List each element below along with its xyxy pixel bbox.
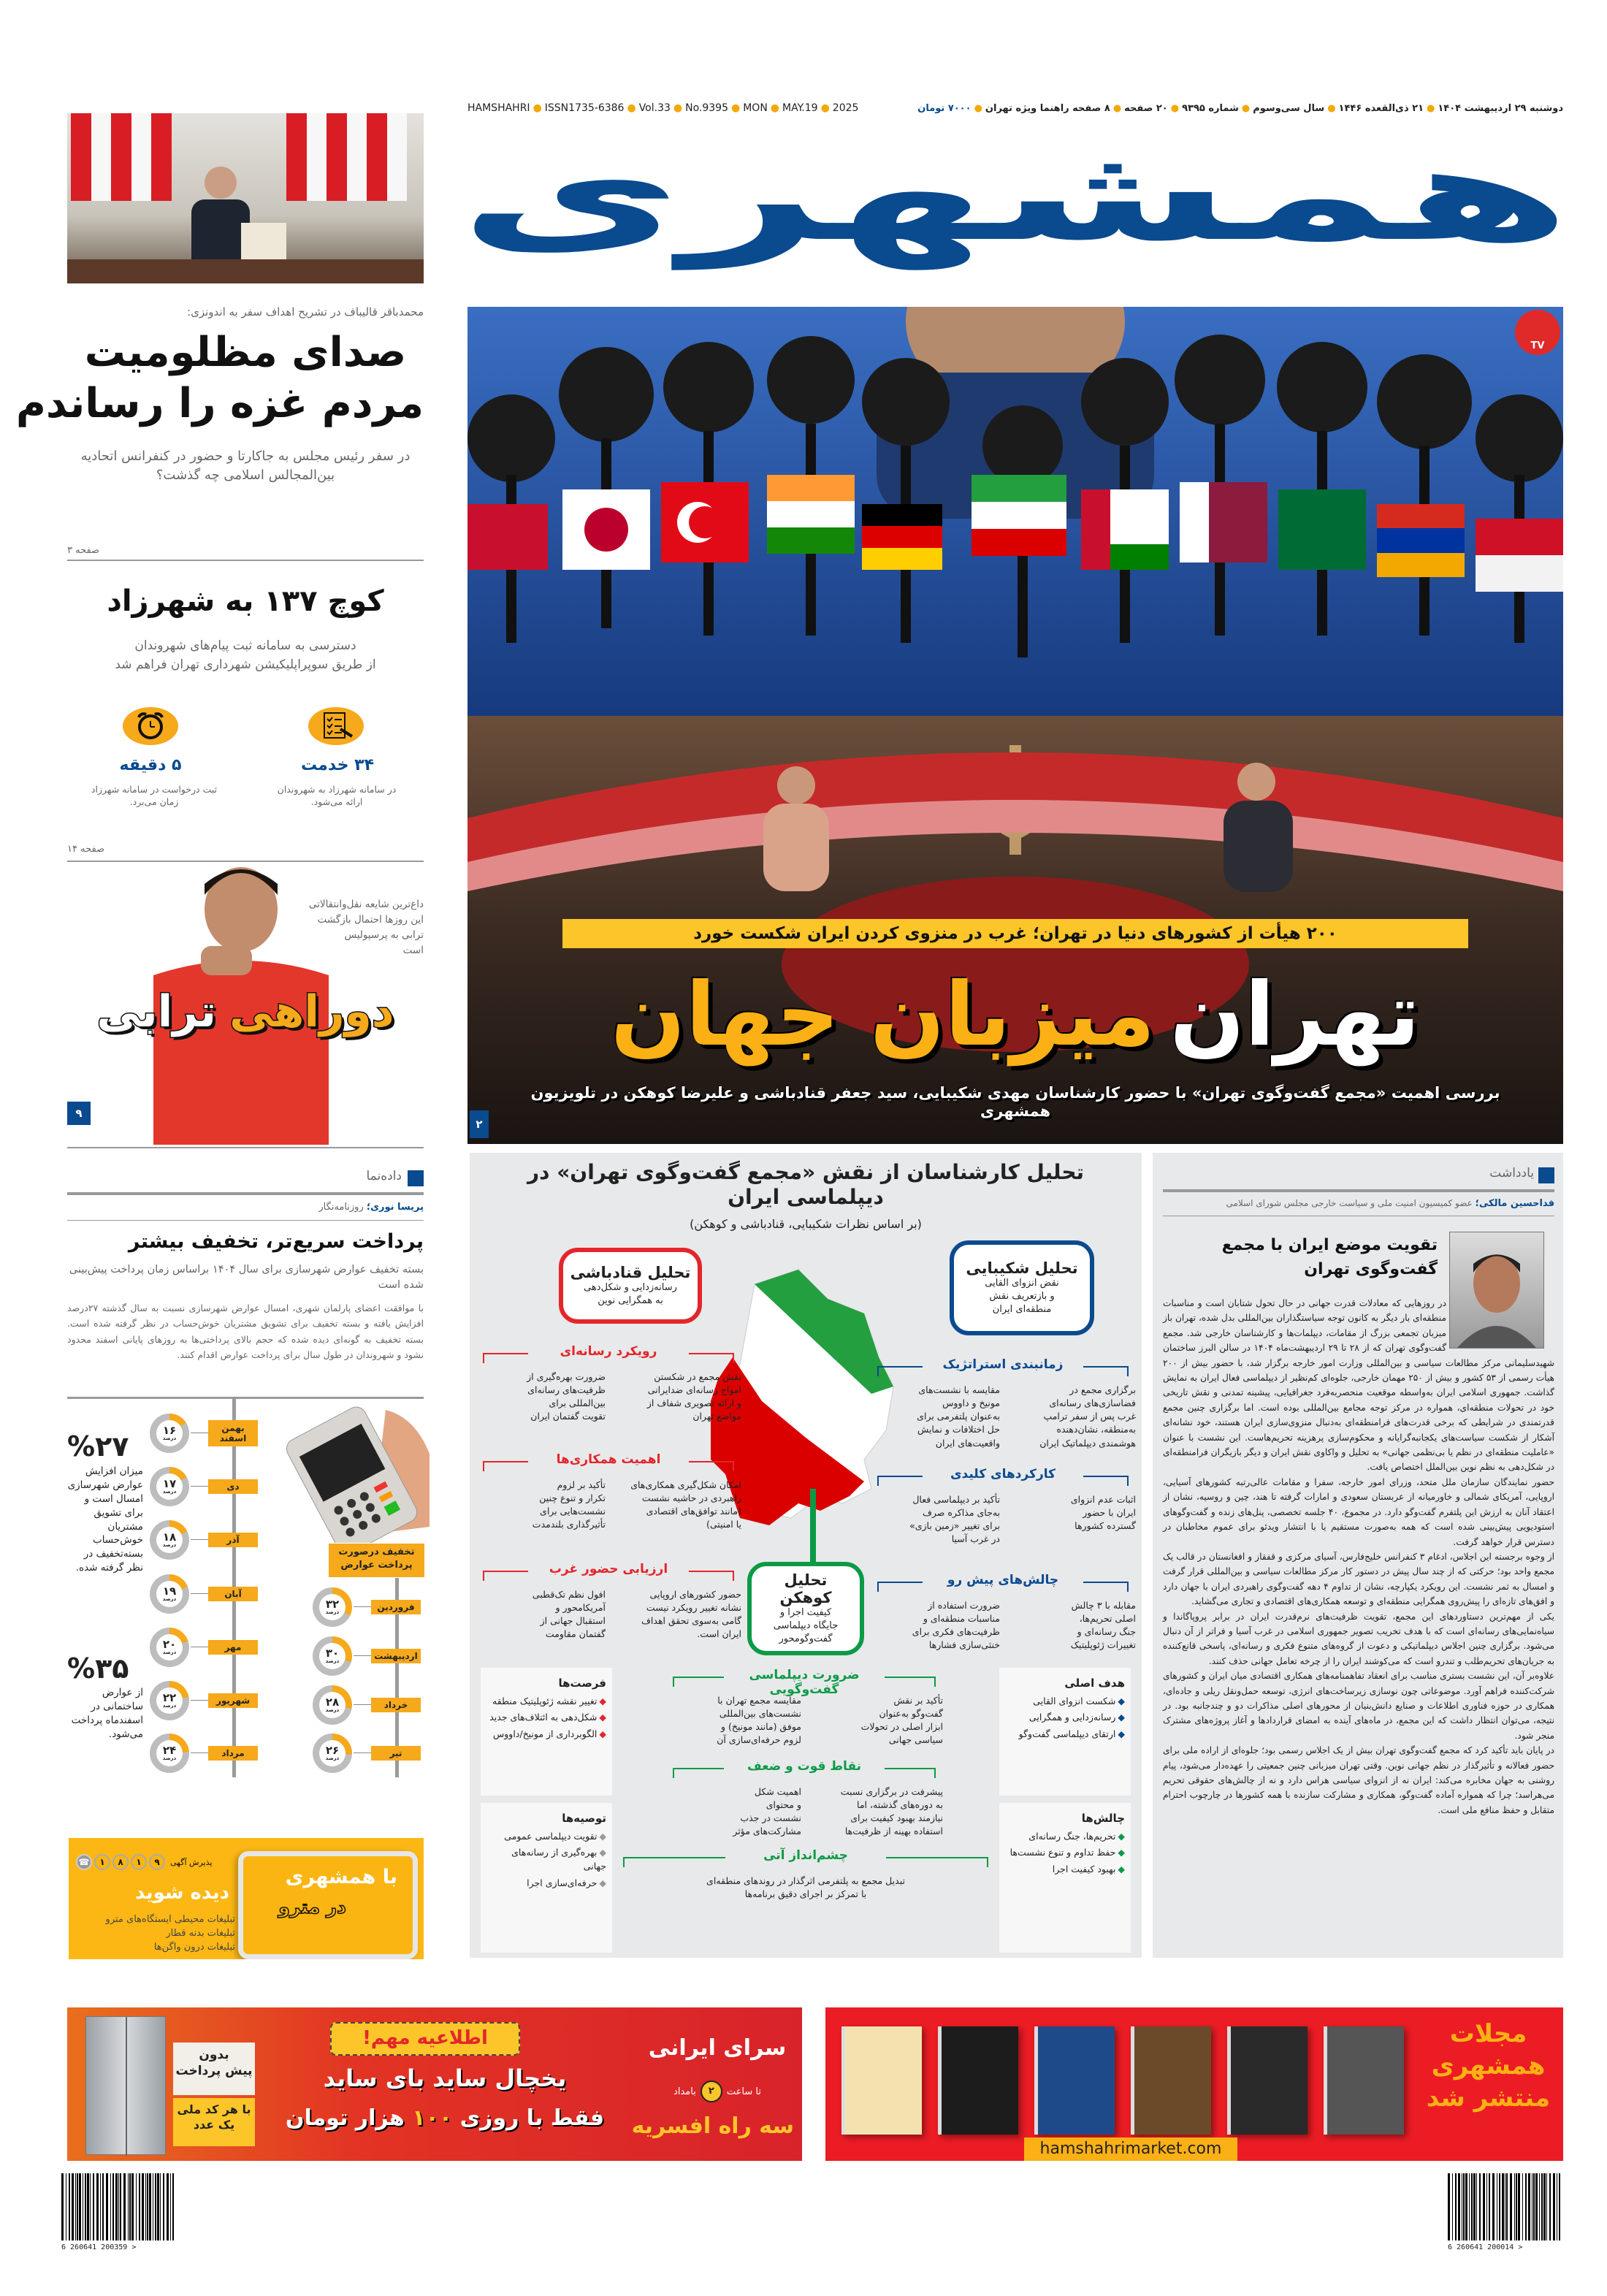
author-role: عضو کمیسیون امنیت ملی و سیاست خارجی مجلس شورای اسلامی [1226,1198,1473,1208]
edition-field: ۲۰ صفحه [1124,102,1168,114]
ghanadbashi-bubble [559,1248,702,1324]
note-paragraph: از وجوه برجسته این اجلاس، ادغام ۳ کنفرانس خلیج‌فارس، آسیای مرکزی و قفقاز و افغانستان در قالب یک مجمع واحد بود؛ حرکتی که از چند سال پیش در دستور کار مرکز مطالعات سیاسی و بین‌المللی قرار گرفت و امسال به ثمر نشست. این رویکرد یکپارچه، نشان از تداوم ۴ دهه گفت‌وگوی راهبردی ایران با جهان دارد و افق‌های تازه‌ای را پیش‌روی همگرایی منطقه‌ای و توسعه همکاری‌های اقتصادی و تجاری می‌گشاید. [1163,1551,1555,1607]
ring-center [319,1740,346,1766]
opening-hours [641,2080,794,2102]
box-item-text: بهبود کیفیت اجرا [1052,1864,1116,1874]
edition-field: 2025 [832,102,859,114]
torabi-headline-white: ترابی [96,986,217,1037]
section-heading: کارکردهای کلیدی [923,1467,1083,1481]
connector-line [354,1655,371,1656]
price-text: فقط با روزی [459,2105,605,2131]
section-text: مقابله با ۳ چالش اصلی تحریم‌ها، جنگ رسانه‌ای و تغییرات ژئوپلیتیک [1070,1600,1136,1651]
page-ref[interactable]: صفحه ۳ [67,545,100,556]
ad-title: دیده شوید [134,1882,229,1904]
page-number-badge[interactable]: ۹ [67,1102,91,1125]
datanama-dek: بسته تخفیف عوارض شهرسازی برای سال ۱۴۰۴ براساس زمان پرداخت پیش‌بینی شده است [69,1264,424,1292]
tag-one-per-id: با هر کد ملی یک عدد [173,2098,255,2146]
ring-center [156,1527,183,1553]
ring-unit: درصد [162,1489,177,1495]
section-text: تأکید بر دیپلماسی فعال به‌جای مذاکره صرف برای تغییر «زمین بازی» در غرب آسیا [909,1494,1000,1545]
challenges-box [999,1803,1131,1953]
connector-line [191,1752,208,1753]
main-headline-white: تهران [1169,964,1420,1066]
edition-field: دوشنبه ۲۹ اردیبهشت ۱۴۰۴ [1438,102,1563,114]
bubble-text: رسانه‌زدایی و شکل‌دهی به همگرایی نوین [584,1281,677,1306]
connector-line [354,1752,371,1753]
note-body [1163,1296,1554,1818]
ad-item: تبلیغات محیطی ایستگاه‌های مترو [105,1914,235,1925]
ring-unit: درصد [325,1658,340,1664]
store-branch: سه راه افسریه [631,2113,794,2139]
box-item-text: حفظ تداوم و تنوع نشست‌ها [1009,1847,1116,1858]
latin-edition-info: HAMSHAHRI ● ISSN1735-6386 ● Vol.33 ● No.9395 ● MON ● MAY.19 ● 2025 [467,102,859,114]
alarm-clock-icon [123,707,178,745]
section-heading: چالش‌های پیش رو [923,1573,1083,1587]
diamond-bullet-icon: ◆ [1118,1864,1125,1874]
barcode-left [61,2173,178,2254]
author-name: پریسا نوری؛ [366,1202,424,1213]
phone-digit: ۹ [149,1854,165,1870]
ring-unit: درصد [162,1703,177,1709]
diamond-bullet-icon: ◆ [1118,1728,1125,1739]
author-name: فداحسین مالکی؛ [1475,1198,1554,1209]
ring-unit: درصد [162,1649,177,1655]
ring-center [156,1420,183,1446]
ring-percent: ۲۴ [162,1744,177,1757]
stat1-value: %۲۷ [67,1430,129,1462]
box-item-text: تغییر نقشه ژئوپلیتیک منطقه [492,1695,598,1706]
section-text: پیشرفت در برگزاری نسبت به دوره‌های گذشته، اما نیازمند بهبود کیفیت برای استفاده بهینه از ظرفیت‌ها [840,1786,943,1837]
bubble-title: تحلیل شکیبایی [966,1259,1078,1277]
ad-title: در مترو [278,1896,346,1918]
section-text: ضرورت استفاده از مناسبات منطقه‌ای و ظرفیت‌های فکری برای خنثی‌سازی فشارها [912,1600,1000,1651]
box-title: توصیه‌ها [562,1812,606,1825]
edition-field: HAMSHAHRI [467,102,530,114]
box-item-text: شکل‌دهی به ائتلاف‌های جدید [489,1712,598,1723]
box-item-text: الگوبرداری از مونیخ/داووس [492,1728,598,1739]
tag-no-prepayment: بدون پیش پرداخت [173,2043,255,2095]
month-label: بهمن اسفند [208,1420,258,1446]
section-text: نقش مجمع در شکستن امواج رسانه‌ای ضدایرانی و ارائه تصویری شفاف از مواضع تهران [646,1371,741,1422]
hours-text: تا ساعت [726,2086,761,2097]
phone-digit: ۸ [112,1854,129,1870]
hamshahri-logo [459,117,1572,281]
section-text: حضور کشورهای اروپایی نشانه تغییر رویکرد نیست گامی به‌سوی تحقق اهداف ایران است. [641,1589,741,1640]
box-item-text: بهره‌گیری از رسانه‌های جهانی [511,1847,606,1872]
magazines-ad-title: مجلات همشهری منتشر شد [1426,2019,1551,2113]
edition-field: شماره ۹۳۹۵ [1182,102,1239,114]
box-item [1005,1863,1125,1877]
discount-ring [150,1734,189,1773]
bubble-title: تحلیل کوهکن [779,1571,832,1606]
ring-center [156,1473,183,1500]
podium-scene-illustration [67,113,424,283]
ring-center [319,1643,346,1669]
torabi-dek: داغ‌ترین شایعه نقل‌وانتقالاتی این روزها احتمال بازگشت ترابی به پرسپولیس است [308,899,424,956]
section-label: یادداشت [1489,1166,1534,1181]
ad-phone [76,1854,212,1870]
magazine-cover [938,2026,1018,2135]
ring-unit: درصد [162,1435,177,1441]
lead-kicker: محمدباقر قالیباف در تشریح اهداف سفر به اندونزی: [187,305,424,319]
section-text: ضرورت بهره‌گیری از ظرفیت‌های رسانه‌ای بین‌المللی برای تقویت گفتمان ایران [527,1371,606,1422]
notice-badge: اطلاعیه مهم! [330,2022,520,2056]
price: ۷۰۰۰ تومان [917,102,972,114]
phone-label: پذیرش آگهی [170,1857,213,1867]
discount-ring [150,1574,189,1614]
month-label: مهر [208,1640,258,1655]
box-item [486,1846,606,1874]
ring-percent: ۱۶ [162,1424,177,1437]
ring-percent: ۲۶ [325,1744,340,1757]
box-item [486,1695,606,1709]
stat-services-text: در سامانه شهرزاد به شهروندان ارائه می‌شود. [277,784,397,807]
discount-ring [150,1681,189,1720]
connector-line [191,1539,208,1540]
ring-percent: ۱۷ [162,1477,177,1490]
ring-center [156,1740,183,1766]
ring-center [319,1692,346,1718]
edition-field: MON [743,102,768,114]
edition-field: سال سی‌وسوم [1253,102,1325,114]
edition-field: MAY.19 [782,102,818,114]
diamond-bullet-icon: ◆ [599,1728,606,1739]
pos-terminal-photo [276,1403,431,1543]
ad-item: تبلیغات درون واگن‌ها [153,1942,235,1953]
opinion-column [1153,1153,1563,1958]
datanama-body: با موافقت اعضای پارلمان شهری، امسال عوارض شهرسازی نسبت به سال گذشته ۲۷درصد افزایش یافته و بسته تخفیف برای تشویق مشتریان خوش‌حساب در نظر گرفته شده است. بسته تخفیف به گونه‌ای دیده شده که حجم بالای پرداختی‌ها به روزهای پایانی اسفند محدود نشود و شهروندان در طول سال برای پرداخت عوارض اقدام کنند. [67,1303,424,1360]
note-headline[interactable]: تقویت موضع ایران با مجمع گفت‌وگوی تهران [1221,1236,1438,1278]
box-item [486,1877,606,1891]
stat2-text: از عوارض ساختمانی در اسفندماه پرداخت می‌شود. [71,1687,143,1740]
ring-percent: ۲۰ [162,1638,177,1651]
photo-wrap-spacer [1446,1296,1554,1351]
edition-field: ISSN1735-6386 [544,102,625,114]
box-item-text: تحریم‌ها، جنگ رسانه‌ای [1028,1830,1116,1842]
ad-title: با همشهری [285,1866,397,1888]
fridge-ad-line-1: یخچال ساید بای ساید [323,2064,567,2092]
box-item [1005,1695,1125,1709]
box-item [1005,1830,1125,1844]
page-ref[interactable]: صفحه ۱۴ [67,844,105,855]
ad-item: تبلیغات بدنه قطار [166,1928,235,1939]
torabi-headline-yellow: دوراهی [229,986,394,1037]
torabi-headline[interactable] [67,986,424,1059]
author-role: روزنامه‌نگار [318,1202,364,1213]
note-paragraph: حضور نمایندگان سازمان ملل متحد، وزرای امور خارجه، سفرا و مقامات عالی‌رتبه کشورهای آسیایی، اروپایی، آمریکای شمالی و خاورمیانه از عربستان سعودی و امارات گرفته تا هند، چین و روسیه، نشان از اعتقاد آنان به ارزش این پلتفرم گفت‌وگو دارد. در مجموع، ۴۰ جلسه تخصصی، پنل‌های زنده و گفت‌وگوهای استودیویی پیش‌بینی شده است که همه به‌صورت مستقیم یا با انتشار ویدئو برای عموم مخاطبان در دسترس قرار خواهد گرفت. [1163,1476,1554,1547]
edition-field: ۲۱ ذی‌القعده ۱۴۴۶ [1338,102,1424,114]
expert-analysis-infographic [470,1153,1142,1958]
stat2-value: %۳۵ [67,1652,129,1685]
section-heading: اهمیت همکاری‌ها [528,1452,689,1467]
ring-center [156,1581,183,1607]
diamond-bullet-icon: ◆ [1118,1830,1125,1842]
box-item [486,1728,606,1742]
main-headline[interactable] [577,953,1454,1078]
lead-headline-line: مردم غزه را رساندم [15,380,424,427]
box-title: چالش‌ها [1081,1812,1125,1825]
note-paragraph: یکی از مهم‌ترین دستاوردهای این مجمع، تقویت ظرفیت‌های نرم‌قدرت ایران در برابر پروپاگاندا و سیاه‌نمایی‌های رسانه‌ای است که با هدف تخریب تصویر جمهوری اسلامی در غرب آسیا و فراتر از آن دنبال می‌شود. برگزاری چنین اجلاس دیپلماتیکی و دعوت از گروه‌های متنوع فکری و رسانه‌ای، پاسخی قانع‌کننده به جریان‌های تحریم‌طلب و تندرو است که می‌کوشند ایران را از چرخه تعامل جهانی حذف کنند. [1163,1611,1554,1666]
ring-percent: ۳۰ [325,1647,340,1660]
ring-percent: ۲۸ [325,1696,340,1709]
goal-box [999,1668,1131,1796]
section-text: برگزاری مجمع در فضاسازی‌های رسانه‌ای غرب پس از سفر ترامپ به‌منطقه، نشان‌دهنده هوشمندی دیپلماتیک ایران [1039,1384,1136,1449]
diamond-bullet-icon: ◆ [1118,1847,1125,1858]
barcode-right [1448,2173,1565,2254]
month-label: مرداد [208,1746,258,1761]
kouhkan-bubble [747,1562,864,1655]
phone-digit: ۱ [131,1854,147,1870]
month-label: آبان [208,1587,258,1601]
month-label: فروردین [371,1600,421,1614]
koch-dek: دسترسی به سامانه ثبت پیام‌های شهروندان از طریق سوپراپلیکیشن شهرداری تهران فراهم شد [115,638,376,672]
lead-dek: در سفر رئیس مجلس به جاکارتا و حضور در کنفرانس اتحادیه بین‌المجالس اسلامی چه گذشت؟ [80,449,411,484]
stat-minutes-text: ثبت درخواست در سامانه شهرزاد زمان می‌برد. [91,784,218,807]
section-marker-icon [408,1170,424,1186]
price-text: هزار تومان [285,2105,405,2131]
ring-unit: درصد [325,1609,340,1615]
box-item [1005,1711,1125,1725]
logo-text: همشهری [459,121,1572,270]
ring-center [156,1634,183,1660]
discount-ring [150,1467,189,1506]
hamshahri-tv-badge: TV [1515,310,1560,355]
barcode-bars [61,2173,178,2240]
section-marker-icon [1538,1167,1554,1183]
ring-percent: ۲۲ [162,1691,177,1704]
section-text: تبدیل مجمع به پلتفرمی اثرگذار در روندهای منطقه‌ای با تمرکز بر اجرای دقیق برنامه‌ها [706,1875,905,1900]
clock-icon: ۲ [701,2080,722,2102]
fridge-illustration [85,2016,166,2155]
bubble-text: نقض انزوای القایی و بازتعریف نقش منطقه‌ای ایران [985,1277,1059,1316]
month-label: آذر [208,1533,258,1547]
masthead-info-strip [467,100,1563,116]
section-heading: ضرورت دیپلماسی گفت‌وگویی [724,1668,885,1697]
main-strap: ۲۰۰ هیأت از کشورهای دنیا در تهران؛ غرب در منزوی کردن ایران شکست خورد [562,919,1468,948]
hours-text: بامداد [673,2086,696,2097]
box-item-text: حرفه‌ای‌سازی اجرا [527,1877,598,1888]
month-label: شهریور [208,1693,258,1708]
ad-items [69,1912,235,1954]
section-text: تأکید بر نقش گفت‌وگو به‌عنوان ابزار اصلی در تحولات سیاسی جهانی [860,1695,943,1746]
magazine-cover [1324,2026,1404,2135]
ring-percent: ۱۹ [162,1584,177,1598]
ring-center [319,1594,346,1620]
ring-center [156,1687,183,1714]
ring-unit: درصد [162,1542,177,1548]
recommendations-box [481,1803,612,1953]
ring-unit: درصد [162,1596,177,1602]
box-item [1005,1846,1125,1860]
discount-ring [313,1734,352,1773]
note-paragraph: علاوه‌بر آن، این نشست بستری مناسب برای انعقاد تفاهمنامه‌های همکاری اقتصادی میان ایران و کشورهای شرکت‌کننده فراهم آورد. موضوعاتی چون نوسازی زیرساخت‌های انرژی، توسعه حمل‌ونقل ریلی و جاده‌ای، همکاری در حوزه فناوری اطلاعات و صنایع دانش‌بنیان از محورهای اصلی مذاکرات دو و چندجانبه بود. در نتیجه، می‌توان انتظار داشت که این مجمع، در ماه‌های آینده به امضای قراردادها و آغاز پروژه‌های مشترک منجر شود. [1163,1671,1554,1741]
connector-line [191,1593,208,1594]
magazine-cover [1227,2026,1308,2135]
discount-ring [313,1685,352,1725]
section-text: مقایسه مجمع تهران با نشست‌های بین‌المللی موفق (مانند مونیخ) و لزوم حرفه‌ای‌سازی آن [717,1695,801,1746]
ghalibaf-photo [67,113,424,283]
section-text: اهمیت شکل و محتوای نشست در جذب مشارکت‌های مؤثر [733,1786,801,1837]
section-text: امکان شکل‌گیری همکاری‌های راهبردی در حاشیه نشست (مانند توافق‌های اقتصادی یا امنیتی) [630,1479,741,1530]
opportunities-box [481,1668,612,1796]
box-item [486,1711,606,1725]
discount-ring [150,1520,189,1560]
diamond-bullet-icon: ◆ [599,1830,606,1842]
phone-digit: ۱ [94,1854,110,1870]
discount-box-title: تخفیف درصورت پرداخت عوارض [329,1544,424,1577]
month-label: اردیبهشت [371,1649,421,1663]
section-text: اثبات عدم انزوای ایران با حضور گسترده کشورها [1070,1494,1136,1532]
discount-ring [313,1587,352,1627]
bubble-title: تحلیل قنادباشی [570,1263,691,1281]
discount-ring [313,1636,352,1676]
section-heading: زمانبندی استراتژیک [923,1357,1083,1372]
price-number: ۱۰۰ [412,2105,453,2131]
ring-percent: ۱۸ [162,1530,177,1544]
box-item-text: تقویت دیپلماسی عمومی [504,1830,598,1842]
section-heading: رویکرد رسانه‌ای [528,1344,689,1359]
infographic-title: تحلیل کارشناسان از نقش «مجمع گفت‌وگوی تهران» در دیپلماسی ایران [527,1160,1085,1209]
page-number-badge[interactable]: ۲ [470,1110,489,1138]
fridge-ad-line-2 [259,2105,631,2131]
barcode-number: 6 260641 200014 > [1448,2243,1523,2251]
store-logo: سرای ایرانی [648,2035,787,2061]
market-url[interactable]: hamshahrimarket.com [1024,2137,1237,2161]
connector-line [354,1606,371,1607]
section-heading: نقاط قوت و ضعف [724,1759,885,1774]
discount-ring [150,1414,189,1453]
magazine-cover [1131,2026,1211,2135]
diamond-bullet-icon: ◆ [1118,1712,1125,1723]
discount-ring [150,1628,189,1667]
magazines-ad[interactable] [825,2007,1563,2161]
connector-line [354,1704,371,1705]
stat1-text: میزان افزایش عوارض شهرسازی امسال است و برای تشویق مشتریان خوش‌حساب بسته‌تخفیف در نظر گرفته شده. [67,1465,143,1574]
ring-percent: ۳۲ [325,1598,340,1611]
month-label: تیر [371,1746,421,1761]
month-label: خرداد [371,1698,421,1712]
barcode-bars [1448,2173,1565,2240]
main-caption: بررسی اهمیت «مجمع گفت‌وگوی تهران» با حضور کارشناسان مهدی شکیبایی، سید جعفر قنادباشی و علیرضا کوهکن در تلویزیون همشهری [530,1084,1500,1121]
fridge-ad[interactable] [67,2007,802,2161]
edition-field: Vol.33 [638,102,671,114]
section-label: داده‌نما [366,1169,402,1183]
section-heading: چشم‌انداز آتی [725,1848,886,1863]
lead-headline[interactable] [15,327,424,430]
section-heading: ارزیابی حضور غرب [528,1562,689,1576]
note-paragraph: در پایان باید تأکید کرد که مجمع گفت‌وگوی تهران بیش از یک اجلاس رسمی بود؛ جلوه‌ای از اراده ملی برای حضور فعالانه و تأثیرگذار در نظم جهانی نوین. وقتی تهران میزبانی چنین جمعیتی را عهده‌دار می‌شود، پیام روشنی به جهان مخابره می‌کند: ایران نه از انزوای سیاسی هراس دارد و نه از چالش‌های حقوقی تحریم می‌هراسد؛ چرا که همواره آماده گفت‌وگو، همکاری و مشارکت سازنده با همه کشورها در چارچوب احترام متقابل و حفظ منافع ملی است. [1163,1745,1554,1815]
box-item-text: رسانه‌زدایی و همگرایی [1028,1712,1116,1723]
box-item-text: شکست انزوای القایی [1033,1695,1116,1706]
phone-icon: ☎ [76,1854,92,1870]
note-paragraphs [1163,1296,1554,1818]
diamond-bullet-icon: ◆ [599,1695,606,1706]
month-label: دی [208,1479,258,1494]
magazine-cover [841,2026,922,2135]
main-headline-yellow: میزبان جهان [611,964,1156,1066]
shakibaei-bubble [950,1240,1094,1335]
section-text: افول نظم تک‌قطبی آمریکامحور و استقبال جهانی از گفتمان مقاومت [532,1589,606,1640]
stat-services-value: ۳۴ خدمت [301,756,374,774]
datanama-headline[interactable]: پرداخت سریع‌تر، تخفیف بیشتر [128,1230,424,1253]
main-photo[interactable] [467,307,1563,1144]
checklist-icon [308,707,364,745]
diamond-bullet-icon: ◆ [599,1712,606,1723]
box-title: فرصت‌ها [558,1677,606,1690]
koch-headline[interactable]: کوچ ۱۳۷ به شهرزاد [107,584,384,618]
ring-unit: درصد [325,1755,340,1761]
box-item [486,1830,606,1844]
diamond-bullet-icon: ◆ [599,1847,606,1858]
bubble-text: کیفیت اجرا و جایگاه دیپلماسی گفت‌وگومحور [773,1606,839,1645]
diamond-bullet-icon: ◆ [1118,1695,1125,1706]
box-title: هدف اصلی [1064,1677,1125,1690]
section-text: مقایسه با نشست‌های مونیخ و داووس به‌عنوان پلتفرمی برای حل اختلافات و نمایش واقعیت‌های ایران [917,1384,1000,1449]
ring-unit: درصد [325,1707,340,1713]
box-item [1005,1728,1125,1742]
infographic-subtitle: (بر اساس نظرات شکیبایی، قنادباشی و کوهکن) [690,1217,922,1231]
byline [67,1202,424,1213]
connector-line [191,1486,208,1487]
byline [1163,1198,1554,1209]
section-text: تأکید بر لزوم تکرار و تنوع چنین نشست‌هایی برای تأثیرگذاری بلندمدت [532,1479,606,1530]
edition-field: ۸ صفحه راهنما ویژه تهران [985,102,1110,114]
connector-line [191,1700,208,1701]
stat-minutes-value: ۵ دقیقه [119,756,182,774]
lead-headline-line: صدای مظلومیت [84,329,407,376]
diamond-bullet-icon: ◆ [599,1877,606,1888]
edition-field: No.9395 [685,102,728,114]
magazine-cover [1034,2026,1115,2135]
metro-ad[interactable] [69,1838,424,1959]
ring-unit: درصد [162,1755,177,1761]
persian-edition-info: دوشنبه ۲۹ اردیبهشت ۱۴۰۴ ● ۲۱ ذی‌القعده ۱۴۴۶ ● سال سی‌وسوم ● شماره ۹۳۹۵ ● ۲۰ صفحه ● ۸ صفحه راهنما ویژه تهران ● ۷۰۰۰ تومان [917,102,1563,114]
barcode-number: 6 260641 200359 > [61,2243,137,2251]
note-paragraph: در روزهایی که معادلات قدرت جهانی در حال تحول شتابان است و مناسبات منطقه‌ای بار دیگر به کانون توجه سیاستگذاران بین‌المللی بدل شده، تهران باز میزبان تجمعی بزرگ از مقامات، دیپلمات‌ها و کارشناسان خارجی شد. مجمع گفت‌وگوی تهران که از ۲۸ تا ۲۹ اردیبهشت‌ماه ۱۴۰۴ در سالن البرز ساختمان شهیدسلیمانی مرکز مطالعات سیاسی و بین‌المللی وزارت امور خارجه برگزار شد، با حضور بیش از ۲۰۰ هیأت رسمی از ۵۳ کشور و بیش از ۲۵۰ مهمان خارجی، جلوه‌ای کم‌نظیر از دیپلماسی فعال ایران به نمایش گذاشت. جمهوری اسلامی ایران به‌واسطه موقعیت منحصربه‌فرد جغرافیایی، پیشینه تمدنی و نقش تاریخی خود در تحولات منطقه‌ای، همواره در مرکز توجه مجامع بین‌المللی بوده است. اما برگزاری چنین مجمع قدرتمندی در شرایطی که برخی قدرت‌های فرامنطقه‌ای به‌دنبال منزوی‌سازی ایران هستند، خود نشانه‌ای آشکار از شکست سیاست‌های یکجانبه‌گرایانه و محکوم‌سازی پرهزینه تحریم‌هاست. این نشست با عنوان «عاملیت منطقه‌ای در نظم یا بی‌نظمی جهانی» به تحلیل و واکاوی نقش ایران و دیگر بازیگران فرامنطقه‌ای در شکل‌دهی به نظم نوین بین‌الملل اختصاص یافت. [1163,1298,1554,1473]
box-item-text: ارتقای دیپلماسی گفت‌وگو [1018,1728,1116,1739]
